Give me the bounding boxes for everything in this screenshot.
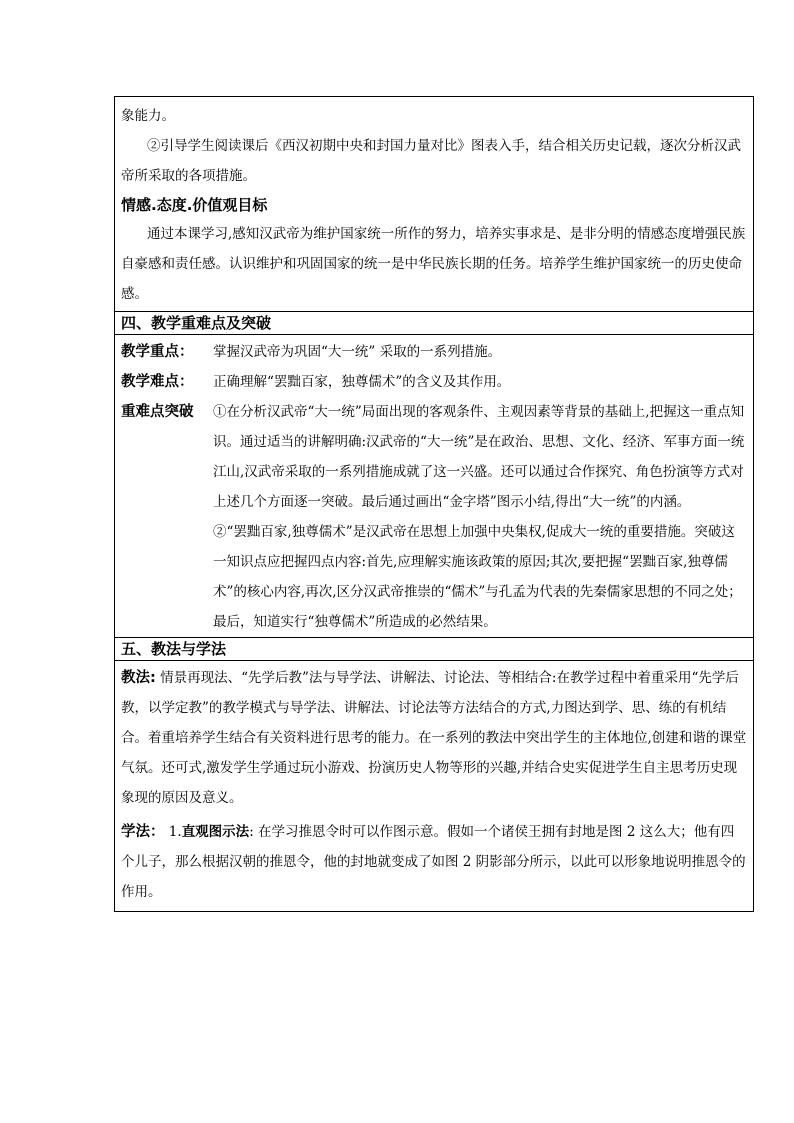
teaching-method [121,663,747,813]
section4-title-row [115,312,753,335]
teaching-method-label: 教法: [121,670,156,686]
objectives-row [115,97,753,312]
section5-content-row [115,661,753,911]
emotion-attitude-heading: 情感.态度.价值观目标 [121,196,268,214]
key-point [121,337,747,367]
section4-title: 四、教学重难点及突破 [121,314,272,332]
section5-title: 五、教法与学法 [121,640,227,658]
section4-content-row [115,335,753,638]
section5-title-row [115,638,753,661]
emotion-attitude-paragraph: 通过本课学习,感知汉武帝为维护国家统一所作的努力，培养实事求是、是非分明的情感态度增强民族自豪感和责任感。认识维护和巩固国家的统一是中华民族长期的任务。培养学生维护国家统一的历史使命感。 [121,226,746,302]
breakthrough-paragraph-1: ①在分析汉武帝“大一统”局面出现的客观条件、主观因素等背景的基础上,把握这一重点知识。通过适当的讲解明确:汉武帝的“大一统”是在政治、思想、文化、经济、军事方面一统江山,汉武帝采取的一系列措施成就了这一兴盛。还可以通过合作探究、角色扮演等方式对上述几个方面逐一突破。最后通过画出“金字塔”图示小结,得出“大一统”的内涵。 [213,404,745,510]
key-point-text: 掌握汉武帝为巩固“大一统” 采取的一系列措施。 [213,344,502,360]
teaching-method-text: 情景再现法、“先学后教”法与导学法、讲解法、讨论法、等相结合:在教学过程中着重采用“先学后教，以学定教”的教学模式与导学法、讲解法、讨论法等方法结合的方式,力图达到学、思、练的有机结合。着重培养学生结合有关资料进行思考的能力。在一系列的教法中突出学生的主体地位,创建和谐的课堂气氛。还可式,激发学生学通过玩小游戏、扮演历史人物等形的兴趣,并结合史实促进学生自主思考历史现象现的原因及意义。 [121,670,747,806]
key-point-label: 教学重点： [121,344,194,360]
learning-method-number: 1. [168,824,182,840]
difficult-point-text: 正确理解“罢黜百家，独尊儒术”的含义及其作用。 [213,374,511,390]
breakthrough-paragraph-2: ②“罢黜百家,独尊儒术”是汉武帝在思想上加强中央集权,促成大一统的重要措施。突破这一知识点应把握四点内容:首先,应理解实施该政策的原因;其次,要把握“罢黜百家,独尊儒术”的核心内容,再次,区分汉武帝推崇的“儒术”与孔孟为代表的先秦儒家思想的不同之处；最后，知道实行“独尊儒术”所造成的必然结果。 [213,524,742,630]
lesson-plan-table [114,96,754,912]
difficult-point [121,367,747,397]
learning-method-label: 学法： [121,824,165,840]
learning-method [121,817,747,907]
breakthrough-label: 重难点突破 [121,404,194,420]
objective-paragraph: ②引导学生阅读课后《西汉初期中央和封国力量对比》图表入手，结合相关历史记载，逐次分析汉武帝所采取的各项措施。 [121,138,741,184]
objective-continuation: 象能力。 [121,108,175,124]
difficult-point-label: 教学难点： [121,374,194,390]
learning-method-name: 直观图示法 [181,824,250,840]
breakthrough [121,397,747,517]
breakthrough-paragraph-2-wrap [121,517,747,637]
learning-method-text: : 在学习推恩令时可以作图示意。假如一个诸侯王拥有封地是图 2 这么大；他有四个儿子，那么根据汉朝的推恩令，他的封地就变成了如图 2 阴影部分所示，以此可以形象地说明推恩令的作用。 [121,824,746,900]
